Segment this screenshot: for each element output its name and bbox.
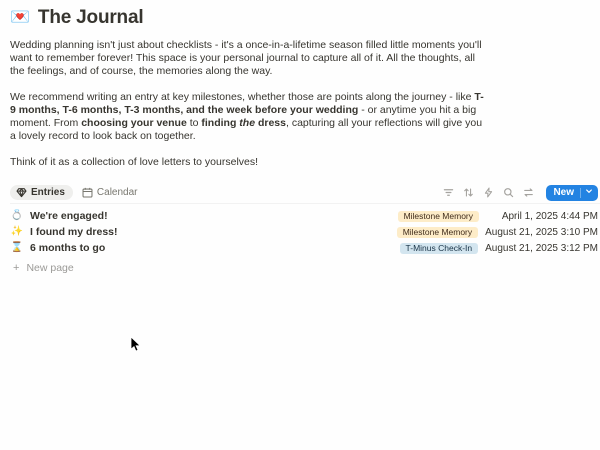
list-item-dress[interactable]	[10, 224, 598, 240]
intro-p2-text: to	[186, 117, 202, 129]
tab-entries-label: Entries	[31, 187, 65, 198]
zap-icon[interactable]	[483, 187, 494, 198]
tab-entries[interactable]	[10, 185, 73, 200]
entry-date: August 21, 2025 3:12 PM	[485, 242, 598, 254]
hourglass-emoji-icon: ⌛	[10, 242, 24, 253]
entry-date: April 1, 2025 4:44 PM	[501, 210, 598, 222]
intro-p2-bold-venue: choosing your venue	[81, 117, 187, 129]
new-page-button[interactable]	[10, 260, 598, 276]
swap-arrows-icon[interactable]	[523, 187, 534, 198]
intro-p2-bold-finding: finding	[201, 117, 240, 129]
intro-p2-bold-italic-the: the	[239, 117, 256, 129]
entry-title: I found my dress!	[30, 226, 118, 238]
ring-emoji-icon: 💍	[10, 210, 24, 221]
intro-paragraph-3: Think of it as a collection of love letters to yourselves!	[10, 156, 259, 168]
chevron-down-icon[interactable]	[585, 187, 593, 198]
gem-icon	[16, 187, 27, 198]
view-tabs	[10, 185, 146, 200]
database-toolbar	[10, 182, 600, 204]
entries-list	[10, 208, 600, 276]
sparkles-emoji-icon: ✨	[10, 226, 24, 237]
calendar-icon	[82, 187, 93, 198]
entry-title: 6 months to go	[30, 242, 106, 254]
tab-calendar[interactable]	[76, 185, 146, 200]
intro-paragraph-1: Wedding planning isn't just about checklists - it's a once-in-a-lifetime season filled little moments you'll want to remember forever! This space is your personal journal to capture all of it. All the thoughts, all the feelings, and of course, the memories along the way.	[10, 39, 482, 77]
intro-p2-text: - or anytime you hit a big moment. From	[10, 104, 477, 129]
new-button[interactable]	[546, 185, 598, 201]
sort-icon[interactable]	[463, 187, 474, 198]
new-button-label: New	[553, 187, 574, 198]
intro-p2-bold-dress: dress	[255, 117, 286, 129]
new-page-label: New page	[26, 262, 74, 274]
entry-date: August 21, 2025 3:10 PM	[485, 226, 598, 238]
love-letter-emoji-icon: 💌	[10, 9, 30, 26]
mouse-cursor	[130, 337, 142, 358]
tag-milestone-memory: Milestone Memory	[397, 227, 478, 238]
tab-calendar-label: Calendar	[96, 187, 138, 198]
page-header	[10, 7, 600, 29]
new-button-divider	[580, 188, 581, 198]
intro-paragraph-2	[10, 91, 484, 143]
page-title: The Journal	[37, 7, 144, 28]
toolbar-controls	[443, 185, 598, 201]
intro-p2-text: , capturing all your reflections will give you a lovely record to look back on together.	[10, 117, 483, 142]
plus-icon: +	[13, 261, 20, 274]
tag-milestone-memory: Milestone Memory	[398, 211, 479, 222]
filter-icon[interactable]	[443, 187, 454, 198]
intro-p2-text: We recommend writing an entry at key milestones, whether those are points along the journey - like	[10, 91, 475, 103]
list-item-engaged[interactable]	[10, 208, 598, 224]
intro-p2-bold-milestones: T-9 months, T-6 months, T-3 months, and the week before your wedding	[10, 91, 484, 116]
entry-title: We're engaged!	[30, 210, 108, 222]
search-icon[interactable]	[503, 187, 514, 198]
tag-t-minus-check-in: T-Minus Check-In	[400, 243, 479, 254]
list-item-six-months[interactable]	[10, 240, 598, 256]
intro-text	[10, 39, 484, 169]
